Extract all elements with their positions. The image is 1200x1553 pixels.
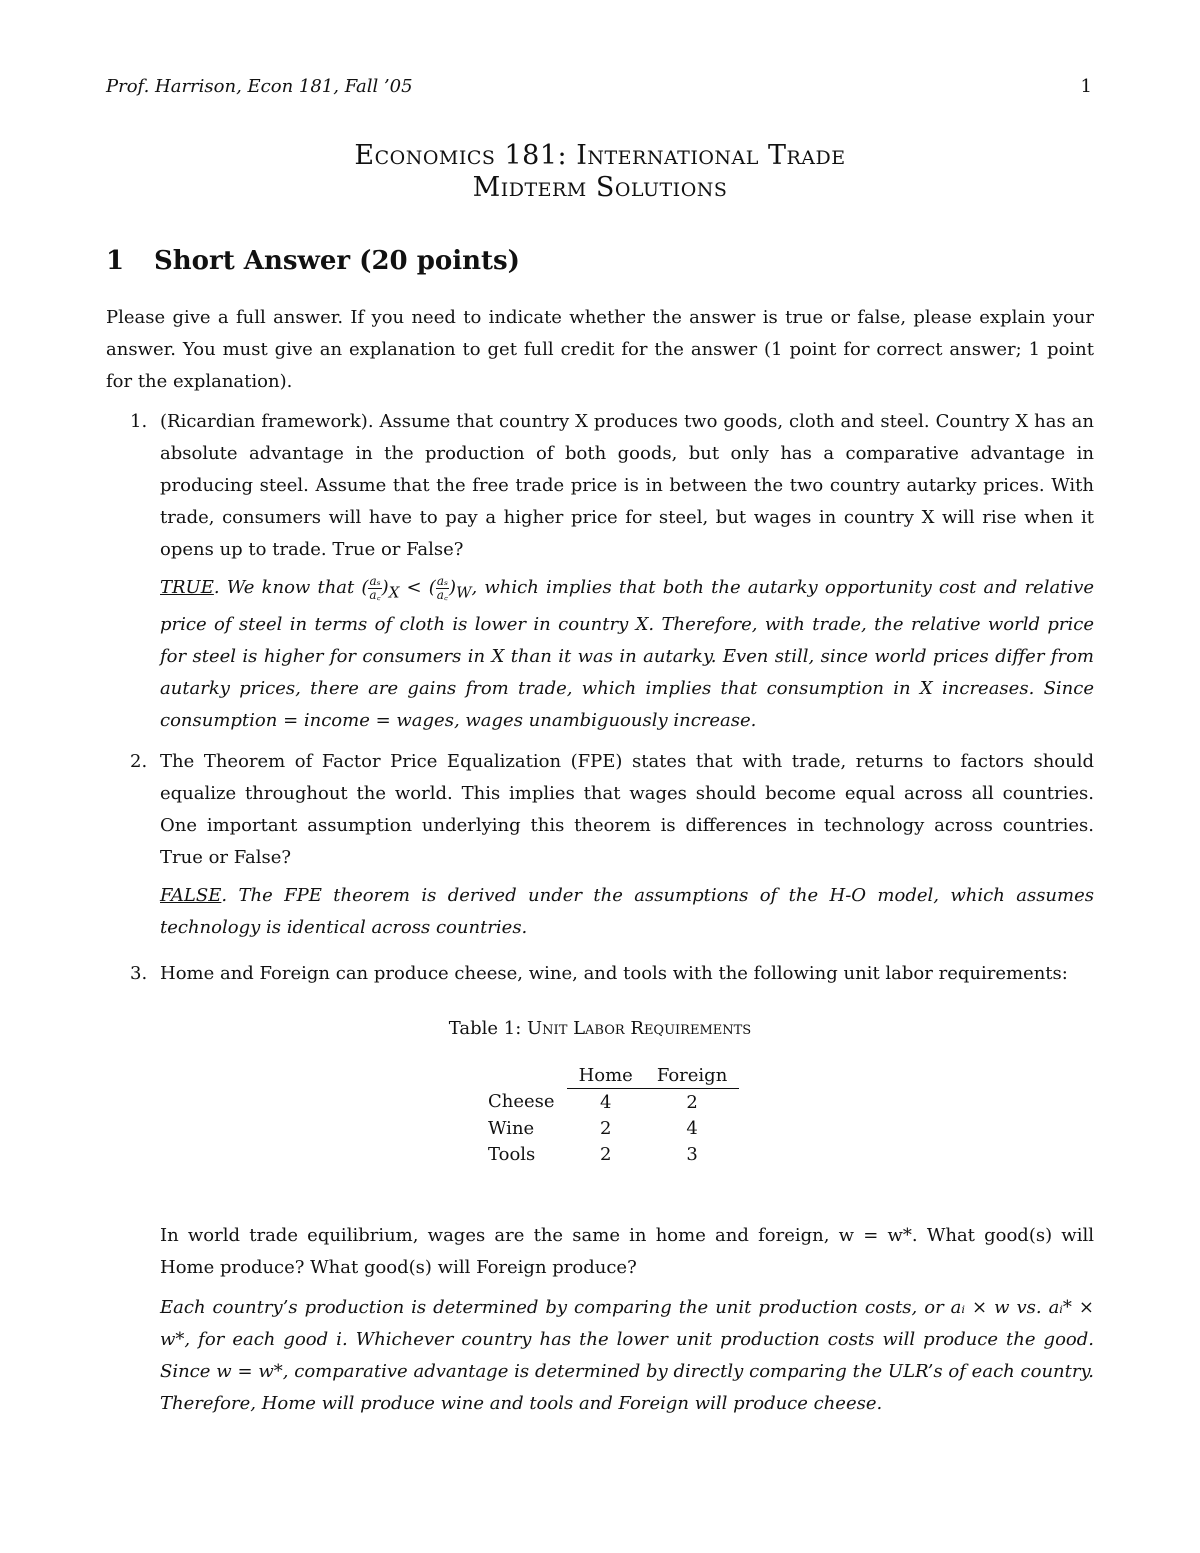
unit-labor-table <box>476 1062 739 1167</box>
document-subtitle: Midterm Solutions <box>472 172 728 203</box>
question-text: Home and Foreign can produce cheese, wine, and tools with the following unit labor requirements: <box>160 963 1068 984</box>
intro-paragraph: Please give a full answer. If you need to indicate whether the answer is true or false, please explain your answer. You must give an explanation to get full credit for the answer (1 point for correct answer; 1 point for the explanation). <box>106 307 1094 392</box>
item-number: 1. <box>130 411 148 432</box>
item-number: 2. <box>130 751 148 772</box>
answer-lead: . We know that <box>213 577 355 598</box>
question-text: The Theorem of Factor Price Equalization (FPE) states that with trade, returns to factors should equalize throughout the world. This implies that wages should become equal across all countries. One important assumption underlying this theorem is differences in technology across countries. True or False? <box>160 751 1094 868</box>
table-caption: Table 1: Unit Labor Requirements <box>448 1018 752 1039</box>
column-header: Home <box>567 1062 645 1089</box>
question-text: (Ricardian framework). Assume that country X produces two goods, cloth and steel. Country X has an absolute advantage in the production of both goods, but only has a comparative advantage in producing steel. Assume that the free trade price is in between the two country autarky prices. With trade, consumers will have to pay a higher price for steel, but wages in country X will rise when it opens up to trade. True or False? <box>160 411 1094 560</box>
page-number: 1 <box>1080 76 1092 97</box>
fraction: $\frac{\text{aₛ}}{a꜀}$ <box>436 573 449 602</box>
table-row: Cheese 4 2 <box>488 1091 698 1113</box>
section-heading <box>106 246 520 276</box>
table-row: Wine 2 4 <box>488 1117 698 1139</box>
running-header: Prof. Harrison, Econ 181, Fall ’05 <box>106 76 413 97</box>
answer-body: , which implies that both the autarky opportunity cost and relative price of steel in terms of cloth is lower in country X. Therefore, with trade, the relative world price for steel is higher for consumers in X than it was in autarky. Even still, since world prices differ from autarky prices, there are gains from trade, which implies that consumption in X increases. Since consumption = income = wages, wages unambiguously increase. <box>160 577 1095 731</box>
section-number: 1 <box>106 246 125 276</box>
answer-verdict: TRUE <box>160 577 214 598</box>
answer-text: TRUE. We know that ( $\frac{\text{aₛ}}{a꜀}$ )$_X$ < ( $\frac{\text{aₛ}}{a꜀}$ )$_W$, which implies that both the autarky opportunity cost and relative price of steel in terms of cloth is lower in country X. Therefore, with trade, the relative world price for steel is higher for consumers in X than it was in autarky. Even still, since world prices differ from autarky prices, there are gains from trade, which implies that consumption in X increases. Since consumption = income = wages, wages unambiguously increase. <box>160 573 1095 731</box>
table-header-row <box>476 1062 739 1089</box>
answer-verdict: FALSE <box>160 885 222 906</box>
table-row: Tools 2 3 <box>488 1143 698 1165</box>
document-title: Economics 181: International Trade <box>354 140 846 171</box>
section-title: Short Answer (20 points) <box>154 246 520 276</box>
item-number: 3. <box>130 963 148 984</box>
answer-text <box>160 880 1094 944</box>
fraction: $\frac{\text{aₛ}}{a꜀}$ <box>369 573 381 602</box>
answer-text: Each country’s production is determined by comparing the unit production costs, or aᵢ × w vs. aᵢ* × w*, for each good i. Whichever country has the lower unit production costs will produce the good. Since w = w*, comparative advantage is determined by directly comparing the ULR’s of each country. Therefore, Home will produce wine and tools and Foreign will produce cheese. <box>160 1297 1094 1414</box>
question-text: In world trade equilibrium, wages are the same in home and foreign, w = w*. What good(s) will Home produce? What good(s) will Foreign produce? <box>160 1225 1094 1278</box>
answer-body: . The FPE theorem is derived under the assumptions of the H-O model, which assumes technology is identical across countries. <box>160 885 1094 938</box>
column-header: Foreign <box>645 1062 739 1089</box>
